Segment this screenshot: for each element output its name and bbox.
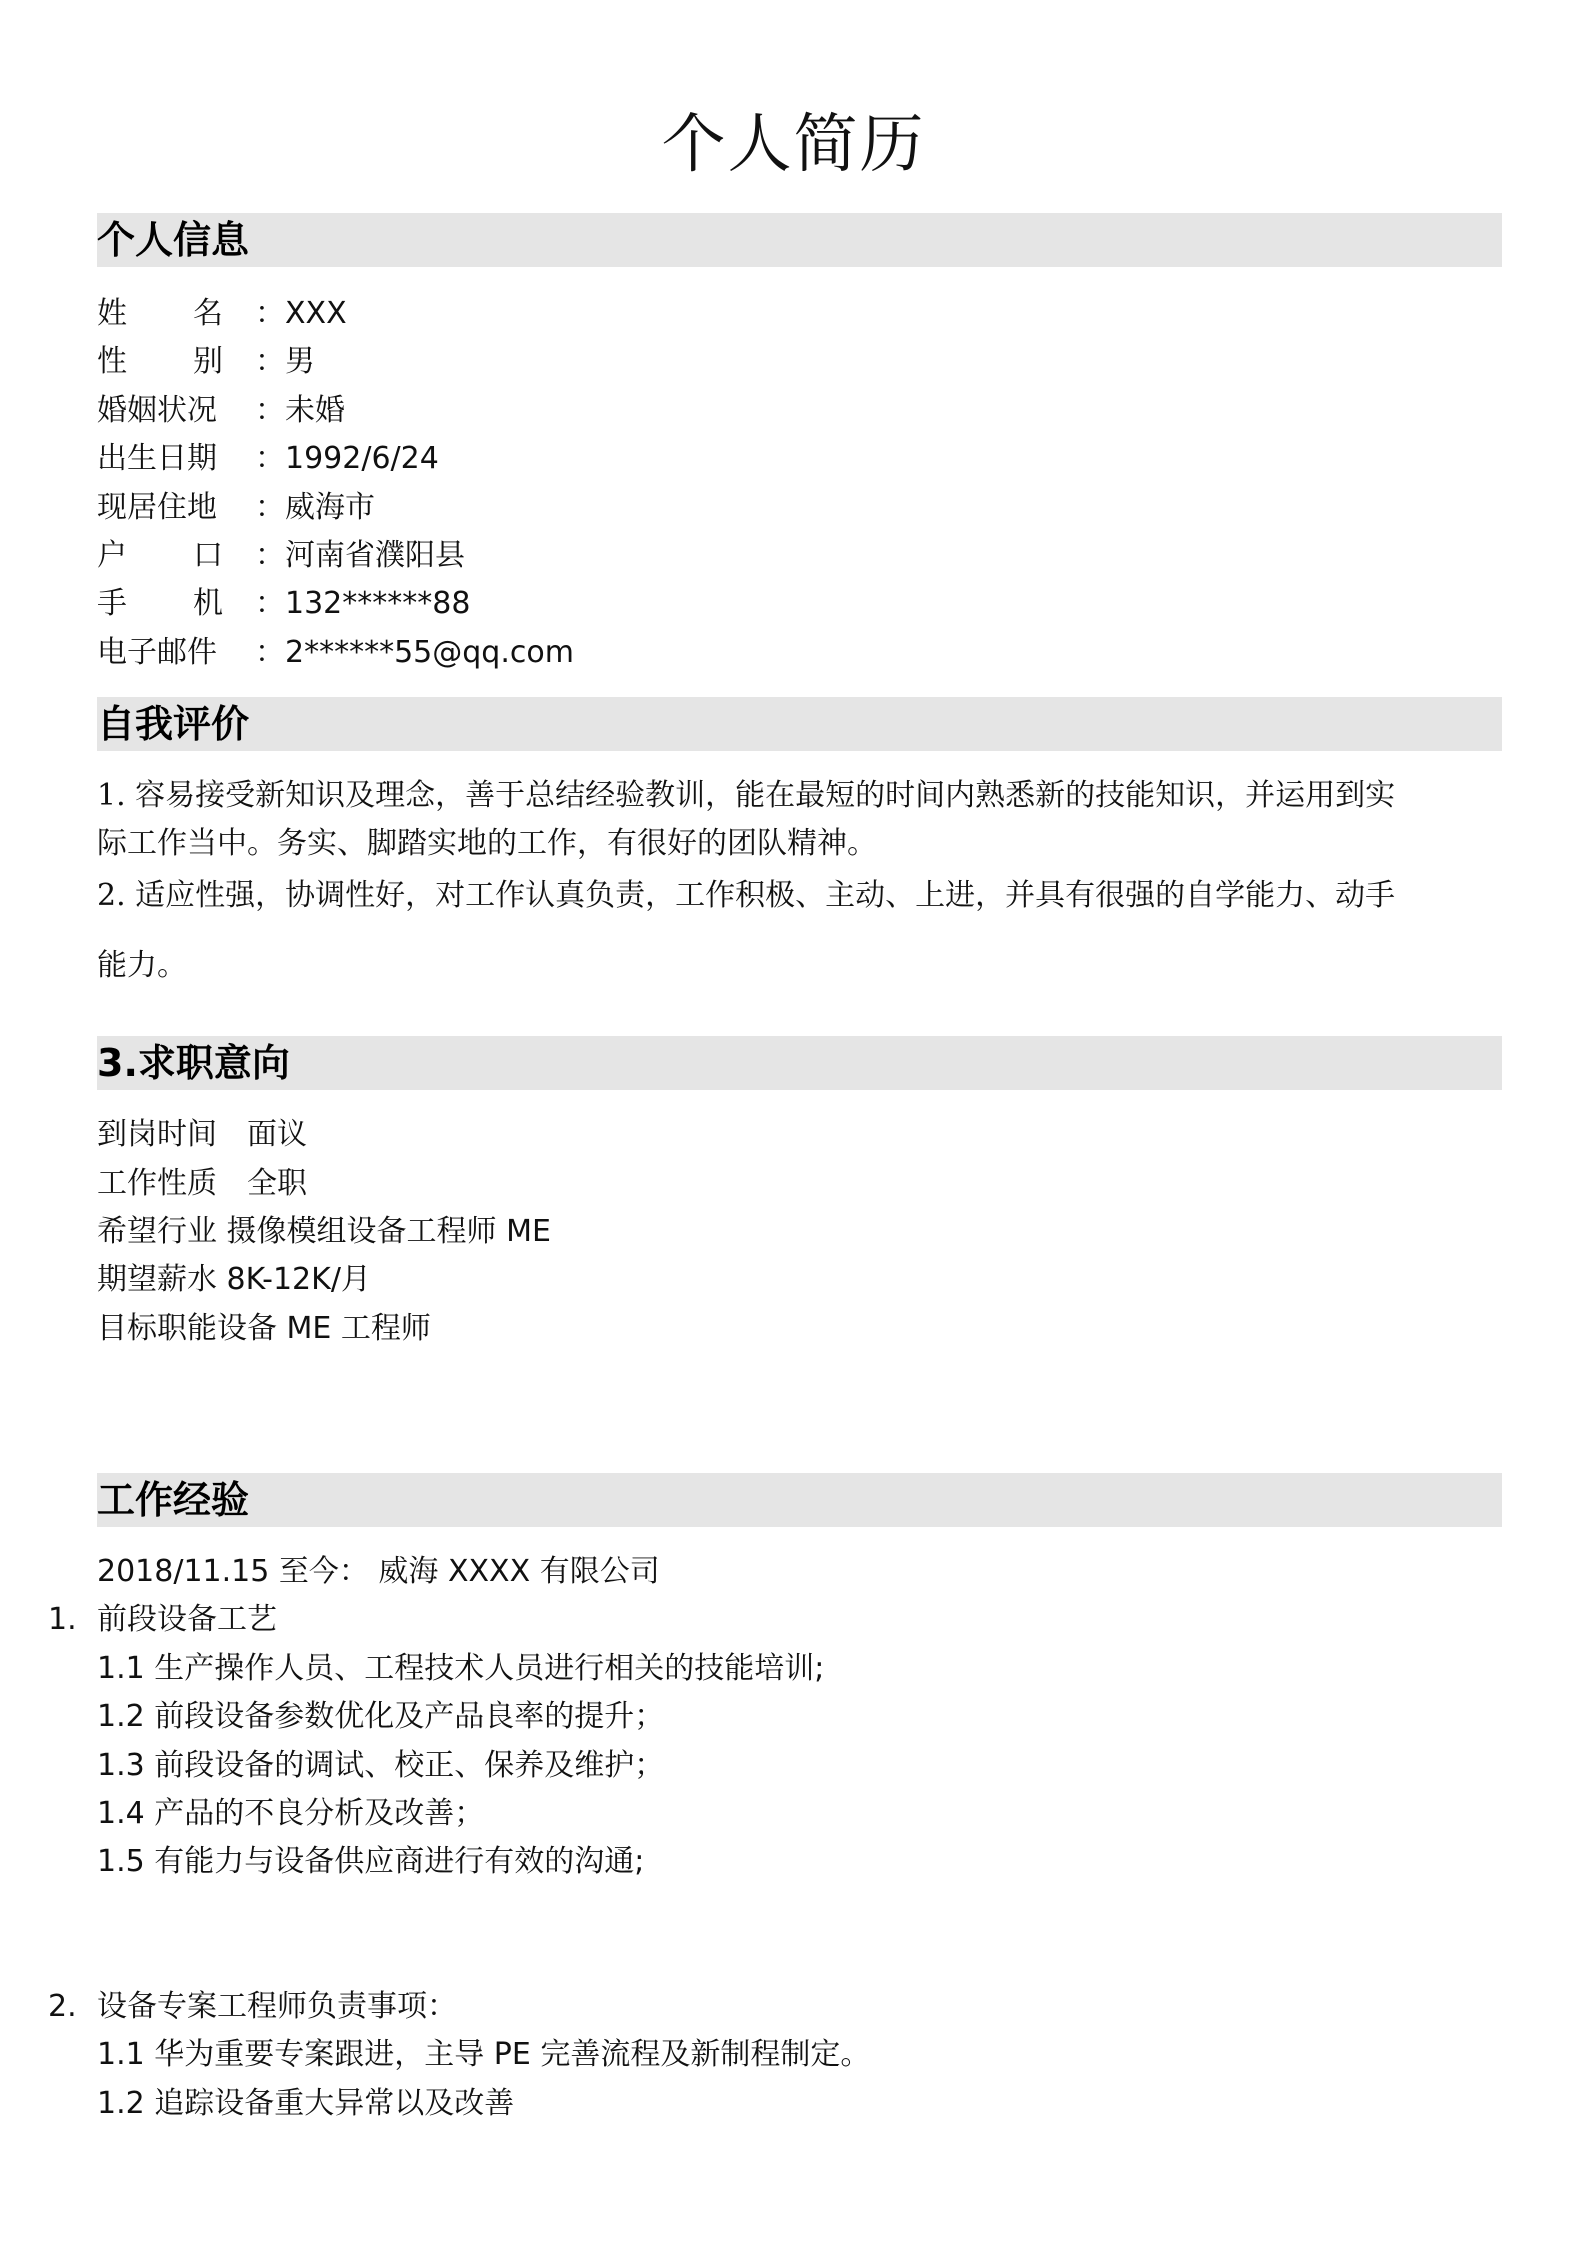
value-birth: ：1992/6/24	[255, 441, 439, 476]
intent-arrival: 到岗时间 面议	[97, 1117, 307, 1152]
self-eval-p1-line2: 际工作当中。务实、脚踏实地的工作，有很好的团队精神。	[97, 826, 877, 861]
value-name: ：XXX	[255, 296, 347, 331]
section-job-intent	[97, 1036, 1502, 1090]
label-gender-b: 别	[193, 344, 223, 379]
section-heading-self-eval: 自我评价	[97, 702, 250, 746]
intent-function: 目标职能设备 ME 工程师	[97, 1311, 431, 1346]
field-residence	[97, 484, 375, 532]
field-hukou	[97, 532, 465, 580]
field-gender	[97, 338, 315, 386]
work-item1-line: 1.3 前段设备的调试、校正、保养及维护；	[97, 1748, 665, 1783]
intent-industry: 希望行业 摄像模组设备工程师 ME	[97, 1214, 551, 1249]
label-email: 电子邮件	[97, 635, 217, 670]
label-birth: 出生日期	[97, 441, 217, 476]
section-self-evaluation	[97, 697, 1502, 751]
work-item2-line: 1.2 追踪设备重大异常以及改善	[97, 2086, 515, 2121]
self-eval-p1-line1: 1. 容易接受新知识及理念，善于总结经验教训，能在最短的时间内熟悉新的技能知识，并运用到实	[97, 778, 1396, 813]
self-eval-p2-line1: 2. 适应性强，协调性好，对工作认真负责，工作积极、主动、上进，并具有很强的自学能力、动手	[97, 878, 1396, 913]
value-email: ：2******55@qq.com	[255, 635, 574, 670]
section-heading-intent: 3.求职意向	[97, 1041, 290, 1085]
field-email	[97, 629, 574, 677]
label-gender-a: 性	[97, 344, 127, 379]
section-personal-info	[97, 213, 1502, 267]
value-hukou: ：河南省濮阳县	[255, 538, 465, 573]
field-marital-status	[97, 387, 345, 435]
label-phone-a: 手	[97, 586, 127, 621]
intent-salary: 期望薪水 8K-12K/月	[97, 1262, 371, 1297]
work-period: 2018/11.15 至今： 威海 XXXX 有限公司	[97, 1554, 660, 1589]
work-item1-line: 1.4 产品的不良分析及改善；	[97, 1796, 485, 1831]
label-residence: 现居住地	[97, 490, 217, 525]
field-birthdate	[97, 435, 439, 483]
self-eval-paragraph-1	[97, 772, 1502, 868]
work-item1-line: 1.1 生产操作人员、工程技术人员进行相关的技能培训;	[97, 1651, 825, 1686]
work-item1-number: 1.	[48, 1602, 77, 1637]
field-name	[97, 290, 347, 338]
label-phone-b: 机	[193, 586, 223, 621]
work-item2-number: 2.	[48, 1989, 77, 2024]
label-marital: 婚姻状况	[97, 393, 217, 428]
intent-nature: 工作性质 全职	[97, 1166, 307, 1201]
work-item1-title: 前段设备工艺	[97, 1602, 277, 1637]
label-hukou-a: 户	[97, 538, 127, 573]
value-phone: ：132******88	[255, 586, 471, 621]
field-phone	[97, 580, 470, 628]
label-name-b: 名	[193, 296, 223, 331]
self-eval-p2-line2: 能力。	[97, 948, 187, 983]
section-work-experience	[97, 1473, 1502, 1527]
work-item2-line: 1.1 华为重要专案跟进，主导 PE 完善流程及新制程制定。	[97, 2037, 871, 2072]
label-name-a: 姓	[97, 296, 127, 331]
self-eval-paragraph-2	[97, 872, 1502, 990]
section-heading-work: 工作经验	[97, 1478, 250, 1522]
work-item1-line: 1.5 有能力与设备供应商进行有效的沟通;	[97, 1844, 645, 1879]
value-residence: ：威海市	[255, 490, 375, 525]
value-gender: ：男	[255, 344, 315, 379]
work-item1-line: 1.2 前段设备参数优化及产品良率的提升；	[97, 1699, 665, 1734]
label-hukou-b: 口	[193, 538, 223, 573]
value-marital: ：未婚	[255, 393, 345, 428]
section-heading-personal: 个人信息	[97, 218, 250, 262]
work-item2-title: 设备专案工程师负责事项：	[97, 1989, 457, 2024]
page-title: 个人简历	[661, 108, 926, 182]
